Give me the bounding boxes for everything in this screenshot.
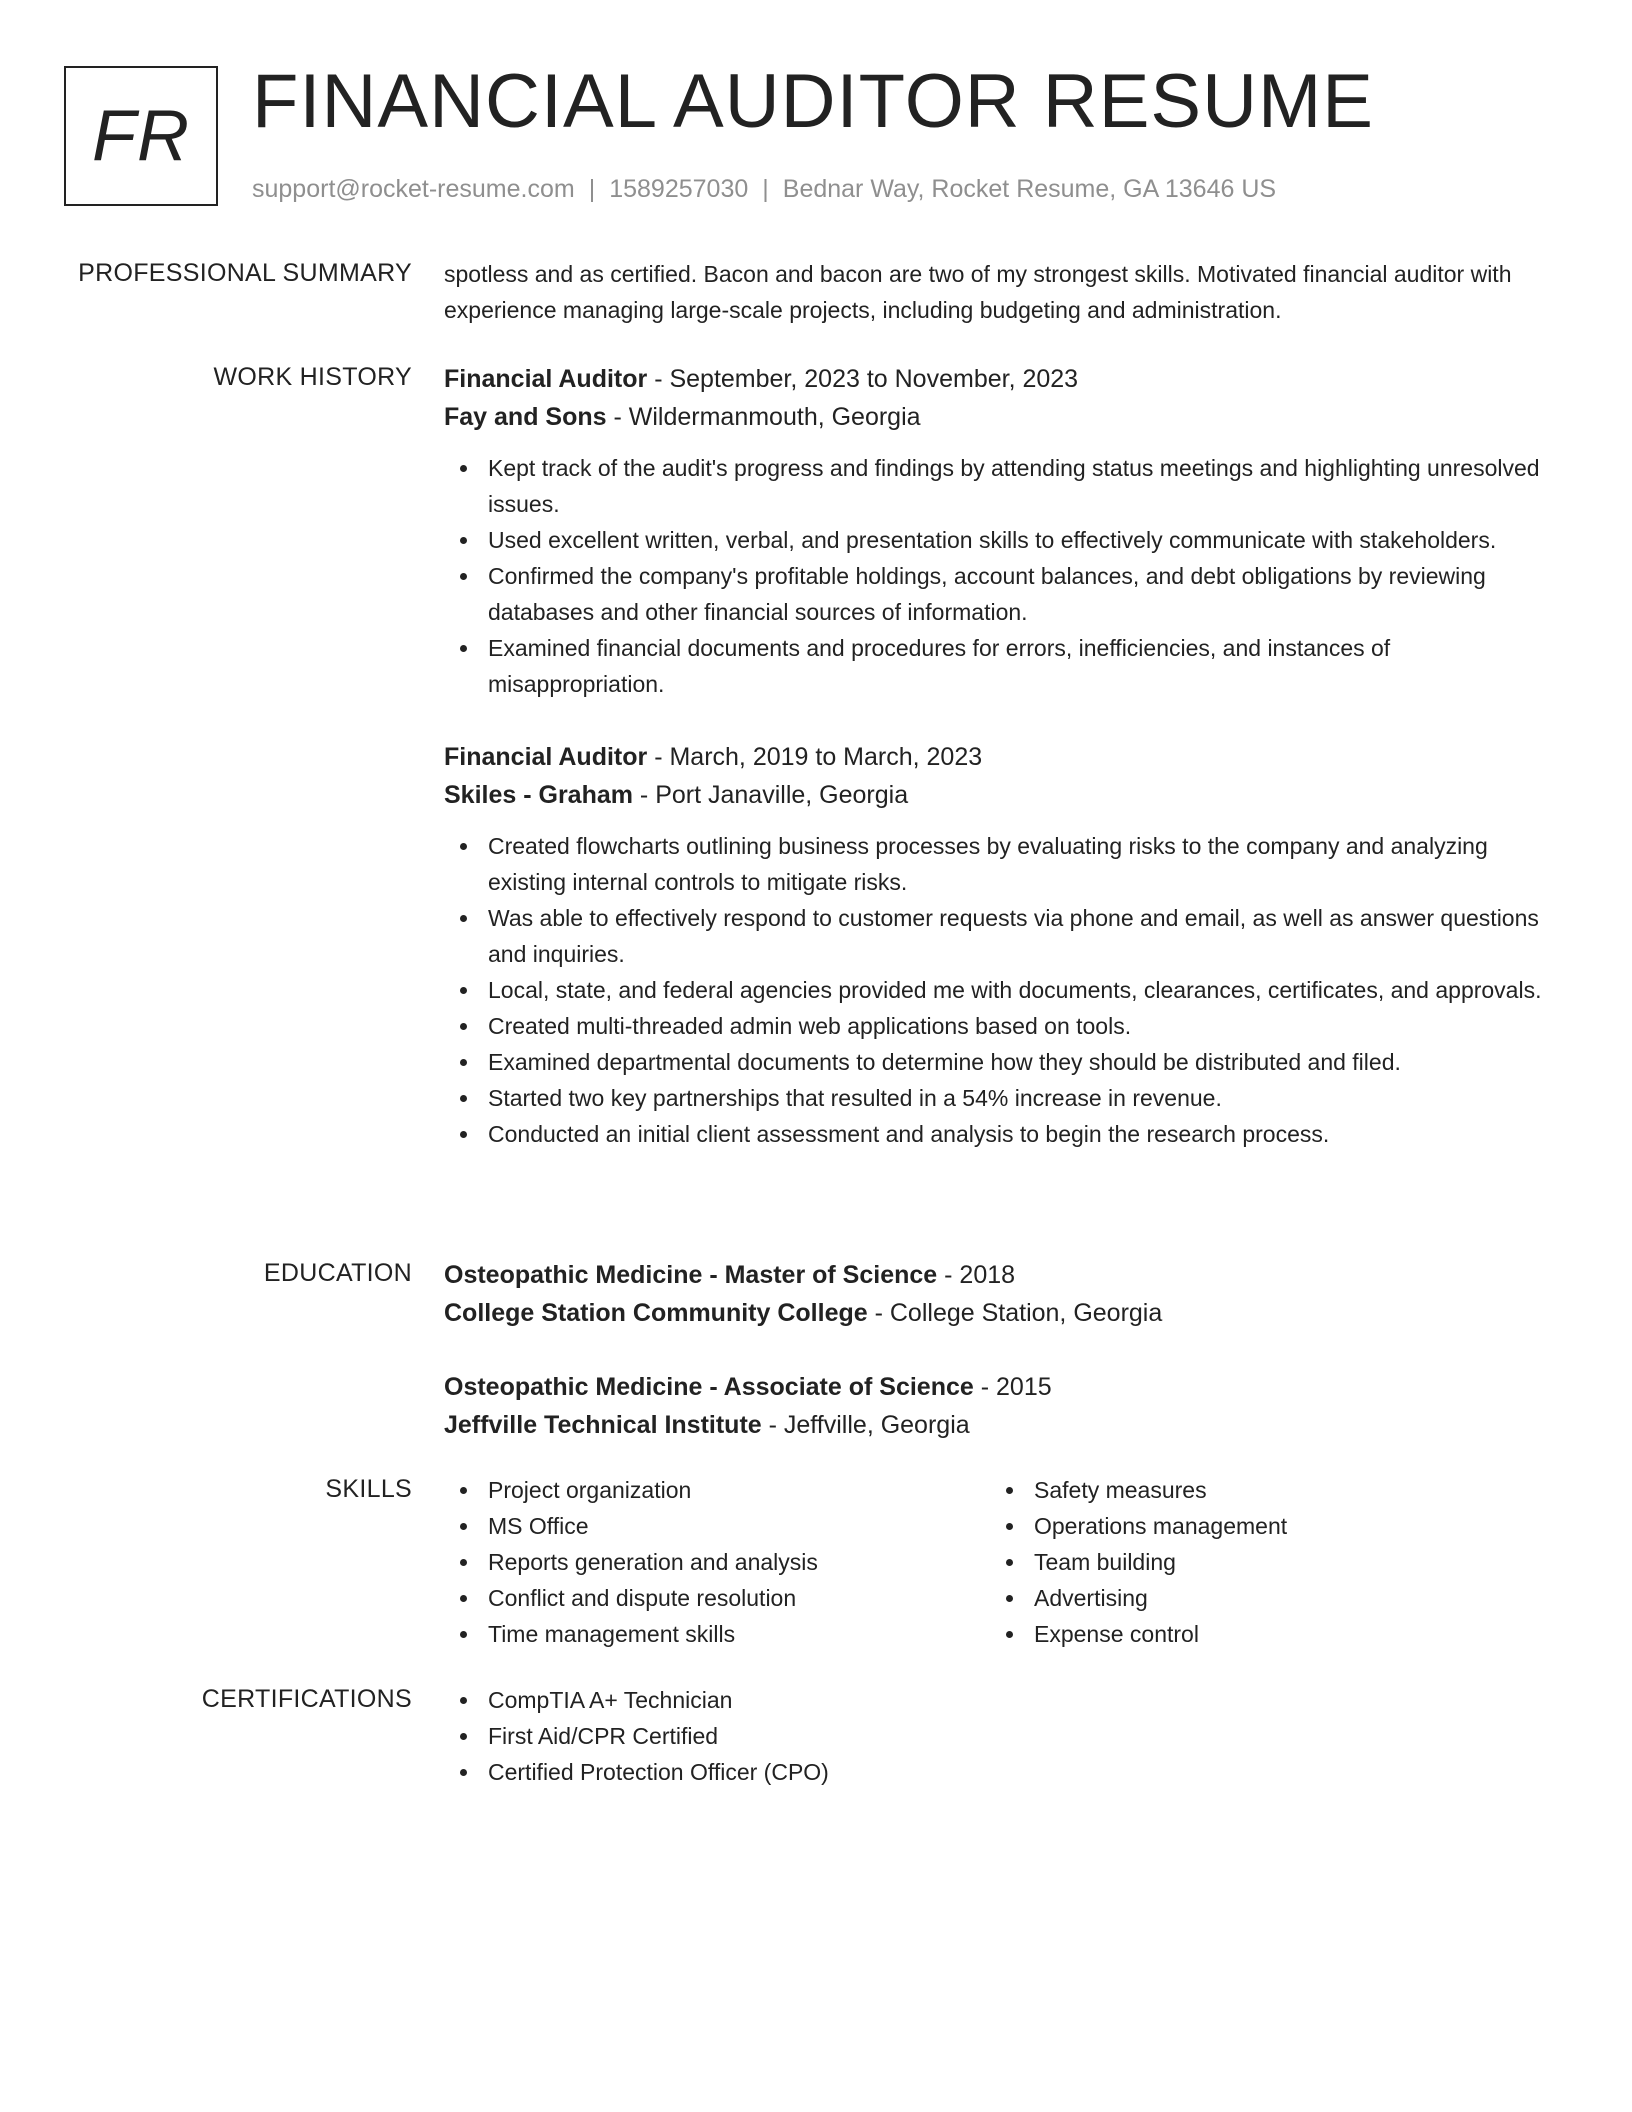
- contact-address: Bednar Way, Rocket Resume, GA 13646 US: [782, 175, 1277, 203]
- job-bullets: [444, 450, 1560, 702]
- skill-item: Reports generation and analysis: [444, 1544, 990, 1580]
- skills-body: [444, 1472, 1560, 1652]
- contact-separator: |: [588, 175, 596, 203]
- company-name: Fay and Sons: [444, 403, 607, 431]
- school-location: - College Station, Georgia: [867, 1299, 1163, 1327]
- skill-item: Operations management: [990, 1508, 1536, 1544]
- skills-list: [990, 1472, 1536, 1652]
- resume-title: FINANCIAL AUDITOR RESUME: [252, 59, 1374, 144]
- job-bullet: Examined departmental documents to determine how they should be distributed and filed.: [444, 1044, 1560, 1080]
- section-label-education: EDUCATION: [263, 1259, 412, 1287]
- job-title: Financial Auditor: [444, 743, 648, 771]
- skill-item: Team building: [990, 1544, 1536, 1580]
- job-title: Financial Auditor: [444, 365, 648, 393]
- skills-list: [444, 1472, 990, 1652]
- certifications-body: [444, 1682, 1560, 1790]
- certifications-list: [444, 1682, 1560, 1790]
- job-bullet: Examined financial documents and procedures for errors, inefficiencies, and instances of misappropriation.: [444, 630, 1560, 702]
- education-entry: [444, 1256, 1560, 1332]
- contact-email: support@rocket-resume.com: [252, 175, 575, 203]
- skill-item: Project organization: [444, 1472, 990, 1508]
- section-label-work-history: WORK HISTORY: [213, 363, 412, 391]
- job-bullets: [444, 828, 1560, 1152]
- skill-item: Conflict and dispute resolution: [444, 1580, 990, 1616]
- contact-separator: |: [762, 175, 769, 203]
- summary-text: spotless and as certified. Bacon and bacon are two of my strongest skills. Motivated financial auditor with experience managing large-scale projects, including budgeting and administration.: [444, 261, 1512, 323]
- job-bullet: Started two key partnerships that resulted in a 54% increase in revenue.: [444, 1080, 1560, 1116]
- company-location: - Port Janaville, Georgia: [632, 781, 909, 809]
- degree-name: Osteopathic Medicine - Associate of Science: [444, 1373, 974, 1401]
- job-entry: [444, 360, 1560, 702]
- job-bullet: Used excellent written, verbal, and presentation skills to effectively communicate with stakeholders.: [444, 522, 1560, 558]
- skills-columns: [444, 1472, 1560, 1652]
- skill-item: Expense control: [990, 1616, 1536, 1652]
- degree-name: Osteopathic Medicine - Master of Science: [444, 1261, 938, 1289]
- job-bullet: Kept track of the audit's progress and findings by attending status meetings and highlighting unresolved issues.: [444, 450, 1560, 522]
- company-location: - Wildermanmouth, Georgia: [606, 403, 921, 431]
- company-line: [444, 398, 1560, 436]
- education-entry: [444, 1368, 1560, 1444]
- degree-year: - 2018: [937, 1261, 1016, 1289]
- job-bullet: Created flowcharts outlining business processes by evaluating risks to the company and analyzing existing internal controls to mitigate risks.: [444, 828, 1560, 900]
- school-line: [444, 1406, 1560, 1444]
- degree-line: [444, 1368, 1560, 1406]
- certification-item: Certified Protection Officer (CPO): [444, 1754, 1560, 1790]
- certification-item: First Aid/CPR Certified: [444, 1718, 1560, 1754]
- contact-phone: 1589257030: [609, 175, 749, 203]
- skills-column-right: [990, 1472, 1536, 1652]
- company-line: [444, 776, 1560, 814]
- school-name: Jeffville Technical Institute: [444, 1411, 762, 1439]
- job-bullet: Conducted an initial client assessment and analysis to begin the research process.: [444, 1116, 1560, 1152]
- school-line: [444, 1294, 1560, 1332]
- job-bullet: Local, state, and federal agencies provided me with documents, clearances, certificates, and approvals.: [444, 972, 1560, 1008]
- education-body: [444, 1256, 1560, 1444]
- section-label-certifications: CERTIFICATIONS: [201, 1685, 412, 1713]
- skill-item: Advertising: [990, 1580, 1536, 1616]
- job-title-line: [444, 360, 1560, 398]
- job-title-line: [444, 738, 1560, 776]
- contact-line: [252, 172, 1276, 206]
- skill-item: Safety measures: [990, 1472, 1536, 1508]
- skill-item: Time management skills: [444, 1616, 990, 1652]
- section-label-summary: PROFESSIONAL SUMMARY: [78, 259, 412, 287]
- school-name: College Station Community College: [444, 1299, 868, 1327]
- company-name: Skiles - Graham: [444, 781, 633, 809]
- work-history-body: [444, 360, 1560, 1152]
- certification-item: CompTIA A+ Technician: [444, 1682, 1560, 1718]
- job-entry: [444, 738, 1560, 1152]
- skill-item: MS Office: [444, 1508, 990, 1544]
- summary-body: [444, 256, 1560, 328]
- monogram-logo: FR: [64, 66, 218, 206]
- school-location: - Jeffville, Georgia: [761, 1411, 970, 1439]
- job-bullet: Was able to effectively respond to customer requests via phone and email, as well as answer questions and inquiries.: [444, 900, 1560, 972]
- section-label-skills: SKILLS: [325, 1475, 412, 1503]
- job-dates: - March, 2019 to March, 2023: [647, 743, 983, 771]
- job-bullet: Confirmed the company's profitable holdings, account balances, and debt obligations by reviewing databases and other financial sources of information.: [444, 558, 1560, 630]
- job-dates: - September, 2023 to November, 2023: [647, 365, 1079, 393]
- degree-year: - 2015: [973, 1373, 1052, 1401]
- degree-line: [444, 1256, 1560, 1294]
- job-bullet: Created multi-threaded admin web applications based on tools.: [444, 1008, 1560, 1044]
- skills-column-left: [444, 1472, 990, 1652]
